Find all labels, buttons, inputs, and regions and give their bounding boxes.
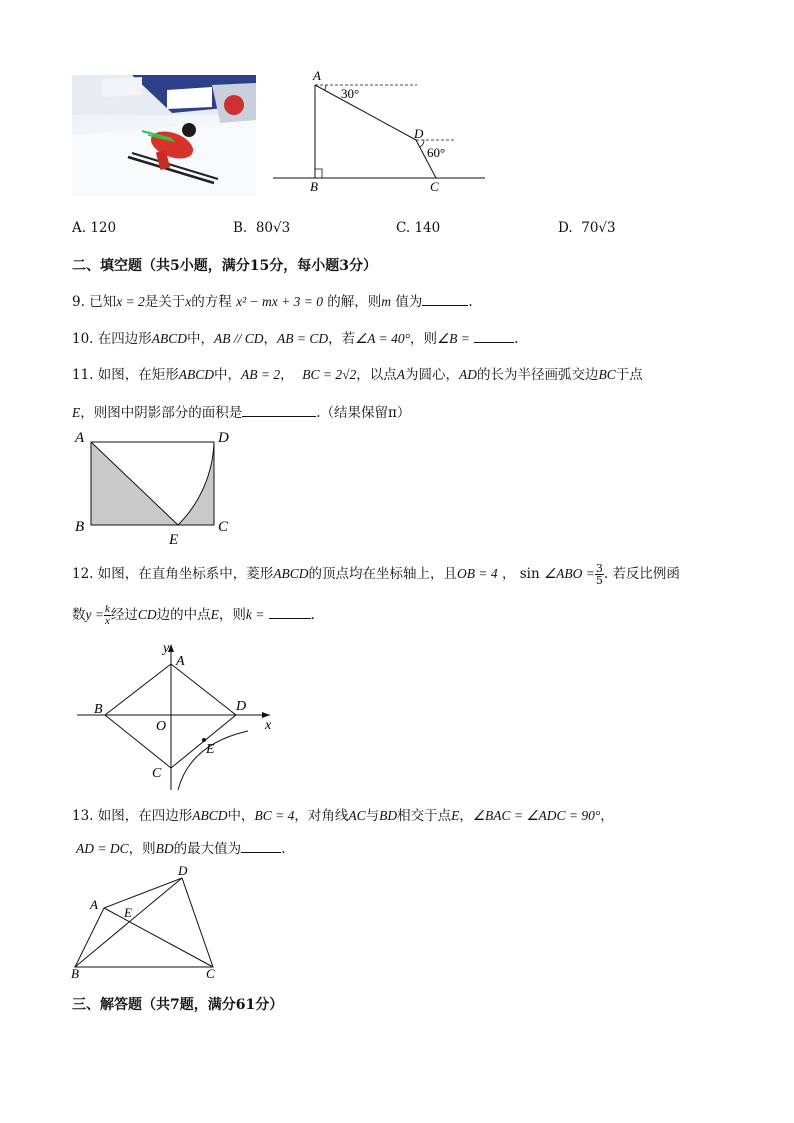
q13-label-a: A bbox=[90, 897, 98, 912]
q12-sin-fraction: $\frac{3}{5}$ bbox=[595, 562, 603, 587]
q12-answer-blank bbox=[269, 604, 311, 619]
q13-label-b: B bbox=[71, 966, 79, 981]
q13-label-e: E bbox=[124, 905, 132, 920]
q12-label-x: x bbox=[265, 718, 272, 733]
q12-label-e: E bbox=[206, 742, 215, 757]
q12-label-c: C bbox=[152, 766, 162, 781]
q11-label-a: A bbox=[75, 430, 85, 446]
label-c: C bbox=[430, 179, 439, 194]
question-11-line1: 11. 如图，在矩形ABCD中，AB = 2， BC = 2√2，以点A为圆心，AD的长为半径画弧交边BC于点 bbox=[72, 367, 643, 383]
q13-answer-blank bbox=[241, 838, 281, 853]
option-a: A. 120 bbox=[72, 220, 117, 236]
q12-label-a: A bbox=[176, 654, 185, 669]
q12-label-d: D bbox=[236, 699, 247, 714]
q13-label-d: D bbox=[178, 863, 188, 878]
q13-label-c: C bbox=[206, 966, 215, 981]
section3-heading: 三、解答题（共7题，满分61分） bbox=[72, 997, 284, 1013]
q11-label-b: B bbox=[75, 519, 85, 535]
option-c: C. 140 bbox=[396, 220, 441, 236]
q11-label-d: D bbox=[218, 430, 229, 446]
question-13-line1: 13. 如图，在四边形ABCD中，BC = 4，对角线AC与BD相交于点E，∠BAC = ∠ADC = 90°， bbox=[72, 808, 614, 824]
q11-label-c: C bbox=[218, 519, 229, 535]
skier-photo-illustration bbox=[72, 75, 256, 196]
option-b: B. 80√3 bbox=[233, 220, 291, 236]
skier-photo bbox=[72, 75, 256, 196]
question-11-line2: E，则图中阴影部分的面积是 .（结果保留π） bbox=[72, 402, 410, 422]
section2-heading: 二、填空题（共5小题，满分15分，每小题3分） bbox=[72, 258, 377, 274]
q12-label-y: y bbox=[163, 641, 170, 656]
q10-answer-blank bbox=[474, 328, 514, 343]
question-12-line2: 数y = $\frac{k}{x}$ 经过CD边的中点E，则k = . bbox=[72, 603, 315, 627]
q11-label-e: E bbox=[169, 532, 179, 548]
question-9: 9. 已知x = 2是关于x的方程 x² − mx + 3 = 0 的解，则m 值为 . bbox=[72, 291, 473, 311]
q11-answer-blank bbox=[242, 402, 316, 417]
q12-rhombus-coordinate-figure bbox=[72, 638, 292, 794]
angle-30-label: 30° bbox=[341, 86, 360, 101]
q9-answer-blank bbox=[422, 291, 468, 306]
q12-label-b: B bbox=[94, 702, 103, 717]
label-b: B bbox=[310, 179, 318, 194]
q13-quadrilateral-figure bbox=[68, 862, 228, 982]
question-13-line2: AD = DC，则BD的最大值为 . bbox=[76, 838, 285, 858]
problem8-geometry-figure bbox=[270, 66, 490, 196]
label-a: A bbox=[313, 68, 321, 83]
q11-rectangle-figure bbox=[72, 428, 242, 548]
q12-function-fraction: $\frac{k}{x}$ bbox=[104, 603, 110, 627]
angle-60-label: 60° bbox=[427, 145, 446, 160]
question-12-line1: 12. 如图，在直角坐标系中，菱形ABCD的顶点均在坐标轴上，且OB = 4 ， sin ∠ABO = $\frac{3}{5}$ . 若反比例函 bbox=[72, 562, 680, 587]
option-d: D. 70√3 bbox=[558, 220, 616, 236]
question-10: 10. 在四边形ABCD中，AB // CD，AB = CD，若∠A = 40°，则∠B = . bbox=[72, 328, 518, 348]
label-d: D bbox=[414, 126, 424, 141]
q12-label-o: O bbox=[156, 719, 167, 734]
